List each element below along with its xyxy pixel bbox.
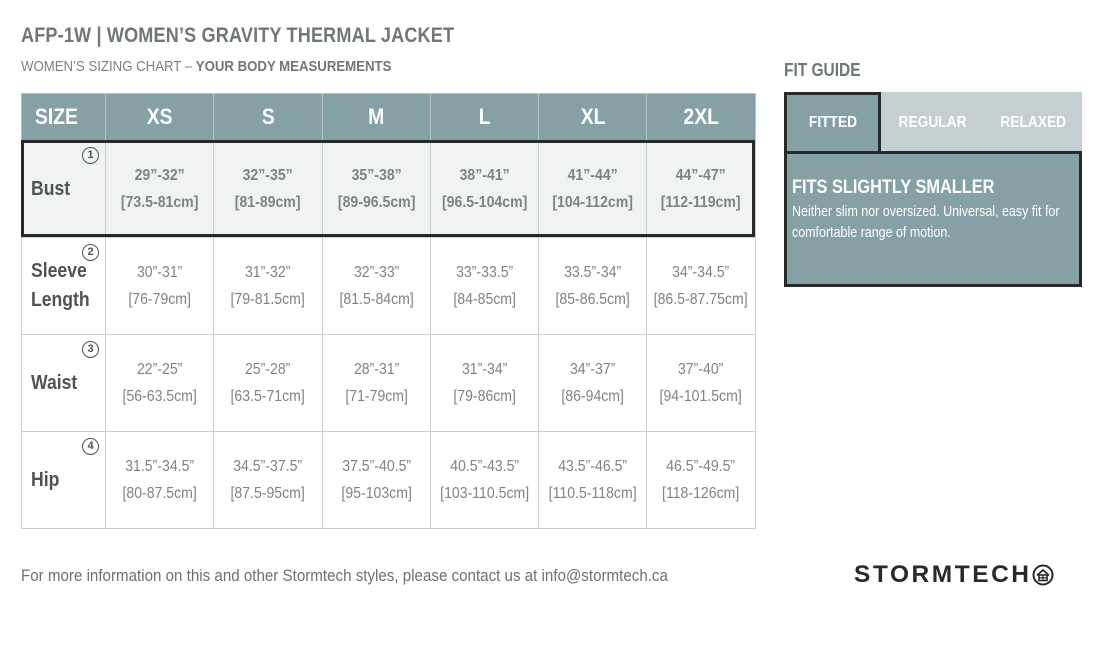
- table-cell: 37”-40” [94-101.5cm]: [647, 335, 755, 432]
- measurement-number-badge: 4: [82, 438, 99, 455]
- table-cell: 43.5”-46.5” [110.5-118cm]: [539, 432, 647, 529]
- measurement-number-badge: 2: [82, 244, 99, 261]
- fit-description: Neither slim nor oversized. Universal, easy fit for comfortable range of motion.: [792, 204, 1060, 241]
- table-cell: 32”-35” [81-89cm]: [214, 141, 322, 238]
- table-cell: 35”-38” [89-96.5cm]: [322, 141, 430, 238]
- table-cell: 33”-33.5” [84-85cm]: [430, 238, 538, 335]
- fit-option-relaxed: RELAXED: [1000, 114, 1067, 131]
- subtitle-bold: YOUR BODY MEASUREMENTS: [195, 58, 392, 75]
- size-column-header: SIZE: [22, 94, 106, 141]
- row-label-hip: 4 Hip: [22, 432, 106, 529]
- size-header-xs: XS: [106, 94, 214, 141]
- table-cell: 31”-34” [79-86cm]: [430, 335, 538, 432]
- size-header-xl: XL: [539, 94, 647, 141]
- size-header-l: L: [430, 94, 538, 141]
- table-row-bust: [22, 141, 756, 238]
- fit-option-fitted: FITTED: [784, 92, 881, 154]
- table-cell: 29”-32” [73.5-81cm]: [106, 141, 214, 238]
- measurement-number-badge: 3: [82, 341, 99, 358]
- table-cell: 38”-41” [96.5-104cm]: [430, 141, 538, 238]
- footer-contact-text: For more information on this and other Stormtech styles, please contact us at info@stormtech.ca: [21, 566, 668, 585]
- page-header: [21, 24, 525, 75]
- size-header-s: S: [214, 94, 322, 141]
- page-subtitle: [21, 58, 464, 75]
- table-cell: 22”-25” [56-63.5cm]: [106, 335, 214, 432]
- size-header-row: [22, 94, 756, 141]
- table-cell: 25”-28” [63.5-71cm]: [214, 335, 322, 432]
- table-row-waist: [22, 335, 756, 432]
- table-cell: 44”-47” [112-119cm]: [647, 141, 755, 238]
- stormtech-logo: [854, 560, 1054, 590]
- sizing-table: [21, 93, 756, 529]
- table-cell: 31.5”-34.5” [80-87.5cm]: [106, 432, 214, 529]
- page-title: AFP-1W | WOMEN’S GRAVITY THERMAL JACKET: [21, 24, 455, 47]
- table-cell: 28”-31” [71-79cm]: [322, 335, 430, 432]
- fit-guide-options: [784, 92, 1082, 154]
- row-label-sleeve-length: 2 Sleeve Length: [22, 238, 106, 335]
- table-cell: 32”-33” [81.5-84cm]: [322, 238, 430, 335]
- fit-description-box: [784, 151, 1082, 287]
- table-cell: 37.5”-40.5” [95-103cm]: [322, 432, 430, 529]
- fit-heading: FITS SLIGHTLY SMALLER: [792, 177, 995, 198]
- table-cell: 30”-31” [76-79cm]: [106, 238, 214, 335]
- fit-option-regular: REGULAR: [898, 114, 968, 131]
- fit-guide-title: FIT GUIDE: [784, 60, 861, 80]
- table-cell: 41”-44” [104-112cm]: [539, 141, 647, 238]
- house-mark-icon: [1032, 564, 1054, 586]
- table-cell: 34”-37” [86-94cm]: [539, 335, 647, 432]
- row-label-waist: 3 Waist: [22, 335, 106, 432]
- table-row-hip: [22, 432, 756, 529]
- logo-wordmark: STORMTECH: [854, 561, 1032, 588]
- table-cell: 46.5”-49.5” [118-126cm]: [647, 432, 755, 529]
- subtitle-prefix: WOMEN’S SIZING CHART –: [21, 58, 196, 75]
- table-cell: 31”-32” [79-81.5cm]: [214, 238, 322, 335]
- size-header-2xl: 2XL: [647, 94, 755, 141]
- size-header-m: M: [322, 94, 430, 141]
- table-cell: 33.5”-34” [85-86.5cm]: [539, 238, 647, 335]
- table-row-sleeve-length: [22, 238, 756, 335]
- table-cell: 34”-34.5” [86.5-87.75cm]: [647, 238, 755, 335]
- table-cell: 40.5”-43.5” [103-110.5cm]: [430, 432, 538, 529]
- table-cell: 34.5”-37.5” [87.5-95cm]: [214, 432, 322, 529]
- row-label-bust: 1 Bust: [22, 141, 106, 238]
- measurement-number-badge: 1: [82, 147, 99, 164]
